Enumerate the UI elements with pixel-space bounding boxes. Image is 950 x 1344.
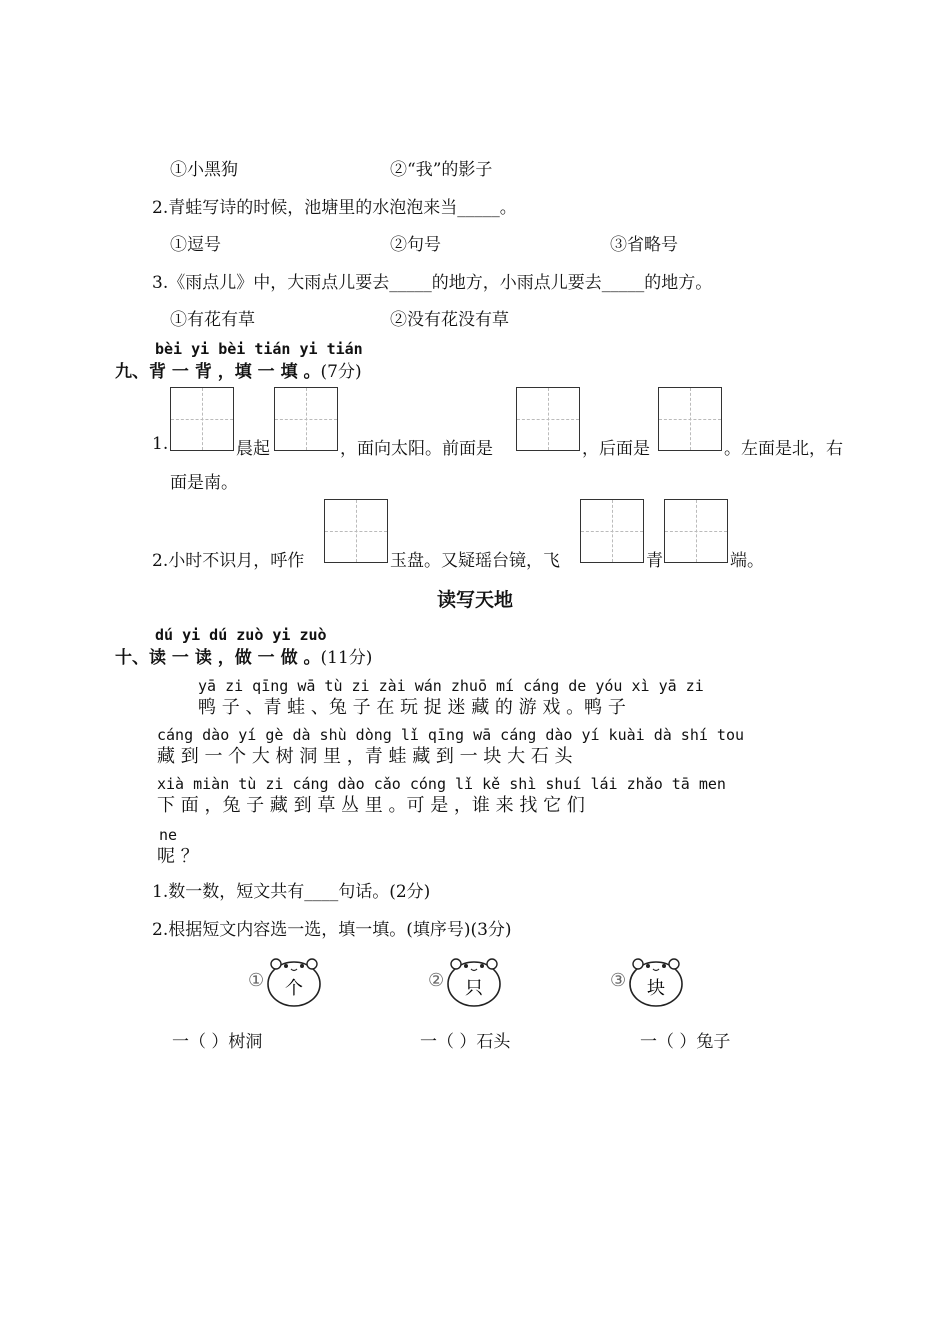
q9-l2-text-a: 2.小时不识月，呼作: [152, 551, 305, 571]
q8-q3-option-1: ①有花有草: [170, 310, 255, 330]
passage-text-line: 藏 到 一 个 大 树 洞 里 ，青 蛙 藏 到 一 块 大 石 头: [157, 746, 573, 767]
fill-blank-1[interactable]: 一（ ）树洞: [172, 1032, 263, 1052]
option-number: ①: [248, 970, 265, 991]
option-char: 块: [647, 978, 665, 999]
section-title: 读写天地: [436, 589, 513, 611]
writing-box[interactable]: [274, 387, 338, 451]
hamster-icon: [442, 952, 506, 1008]
writing-box[interactable]: [580, 499, 644, 563]
passage-text-line: 鸭 子 、青 蛙 、兔 子 在 玩 捉 迷 藏 的 游 戏 。鸭 子: [198, 697, 626, 718]
passage-pinyin-line: ne: [159, 826, 178, 844]
q9-l2-text-c: 青: [646, 551, 663, 571]
writing-box[interactable]: [664, 499, 728, 563]
option-char: 个: [285, 978, 303, 999]
writing-box[interactable]: [324, 499, 388, 563]
passage-pinyin-line: cáng dào yí gè dà shù dòng lǐ qīng wā cáng dào yí kuài dà shí tou: [157, 726, 744, 744]
fill-blank-2[interactable]: 一（ ）石头: [420, 1032, 511, 1052]
q10-q1: 1.数一数，短文共有____句话。(2分): [152, 882, 431, 902]
q10-pinyin: dú yi dú zuò yi zuò: [155, 626, 327, 644]
option-number: ③: [610, 970, 627, 991]
q8-q2-text: 2.青蛙写诗的时候，池塘里的水泡泡来当_____。: [152, 198, 517, 218]
q8-q2-option-2: ②句号: [390, 235, 441, 255]
writing-box[interactable]: [658, 387, 722, 451]
fill-blank-3[interactable]: 一（ ）兔子: [640, 1032, 731, 1052]
q10-q2: 2.根据短文内容选一选，填一填。(填序号)(3分): [152, 920, 512, 940]
q9-l1-text-b: ，面向太阳。前面是: [340, 439, 493, 459]
option-number: ②: [428, 970, 445, 991]
q8-q2-option-1: ①逗号: [170, 235, 221, 255]
writing-box[interactable]: [170, 387, 234, 451]
passage-pinyin-line: yā zi qīng wā tù zi zài wán zhuō mí cáng de yóu xì yā zi: [198, 677, 704, 695]
q9-l1-num: 1.: [152, 434, 169, 454]
q9-l1-text-a: 晨起: [236, 439, 270, 459]
q9-heading: 九、背 一 背 ，填 一 填 。(7分): [115, 362, 362, 382]
hamster-icon: [624, 952, 688, 1008]
passage-text-line: 下 面 ，兔 子 藏 到 草 丛 里 。可 是 ，谁 来 找 它 们: [157, 795, 585, 816]
passage-text-line: 呢 ？: [157, 846, 199, 867]
writing-box[interactable]: [516, 387, 580, 451]
q9-pinyin: bèi yi bèi tián yi tián: [155, 340, 363, 358]
q8-q1-option-1: ①小黑狗: [170, 160, 238, 180]
q10-heading: 十、读 一 读 ，做 一 做 。(11分): [115, 648, 373, 668]
passage-pinyin-line: xià miàn tù zi cáng dào cǎo cóng lǐ kě shì shuí lái zhǎo tā men: [157, 775, 726, 793]
option-char: 只: [465, 978, 483, 999]
q8-q2-option-3: ③省略号: [610, 235, 678, 255]
q9-l1-text-d: 。左面是北，右: [724, 439, 843, 459]
q9-l1-text-e: 面是南。: [170, 473, 238, 493]
q8-q3-option-2: ②没有花没有草: [390, 310, 509, 330]
q8-q1-option-2: ②“我”的影子: [390, 160, 493, 180]
q8-q3-text: 3.《雨点儿》中，大雨点儿要去_____的地方，小雨点儿要去_____的地方。: [152, 273, 713, 293]
q9-l2-text-b: 玉盘。又疑瑶台镜，飞: [390, 551, 560, 571]
q9-l1-text-c: ，后面是: [582, 439, 650, 459]
q9-l2-text-d: 端。: [730, 551, 764, 571]
hamster-icon: [262, 952, 326, 1008]
